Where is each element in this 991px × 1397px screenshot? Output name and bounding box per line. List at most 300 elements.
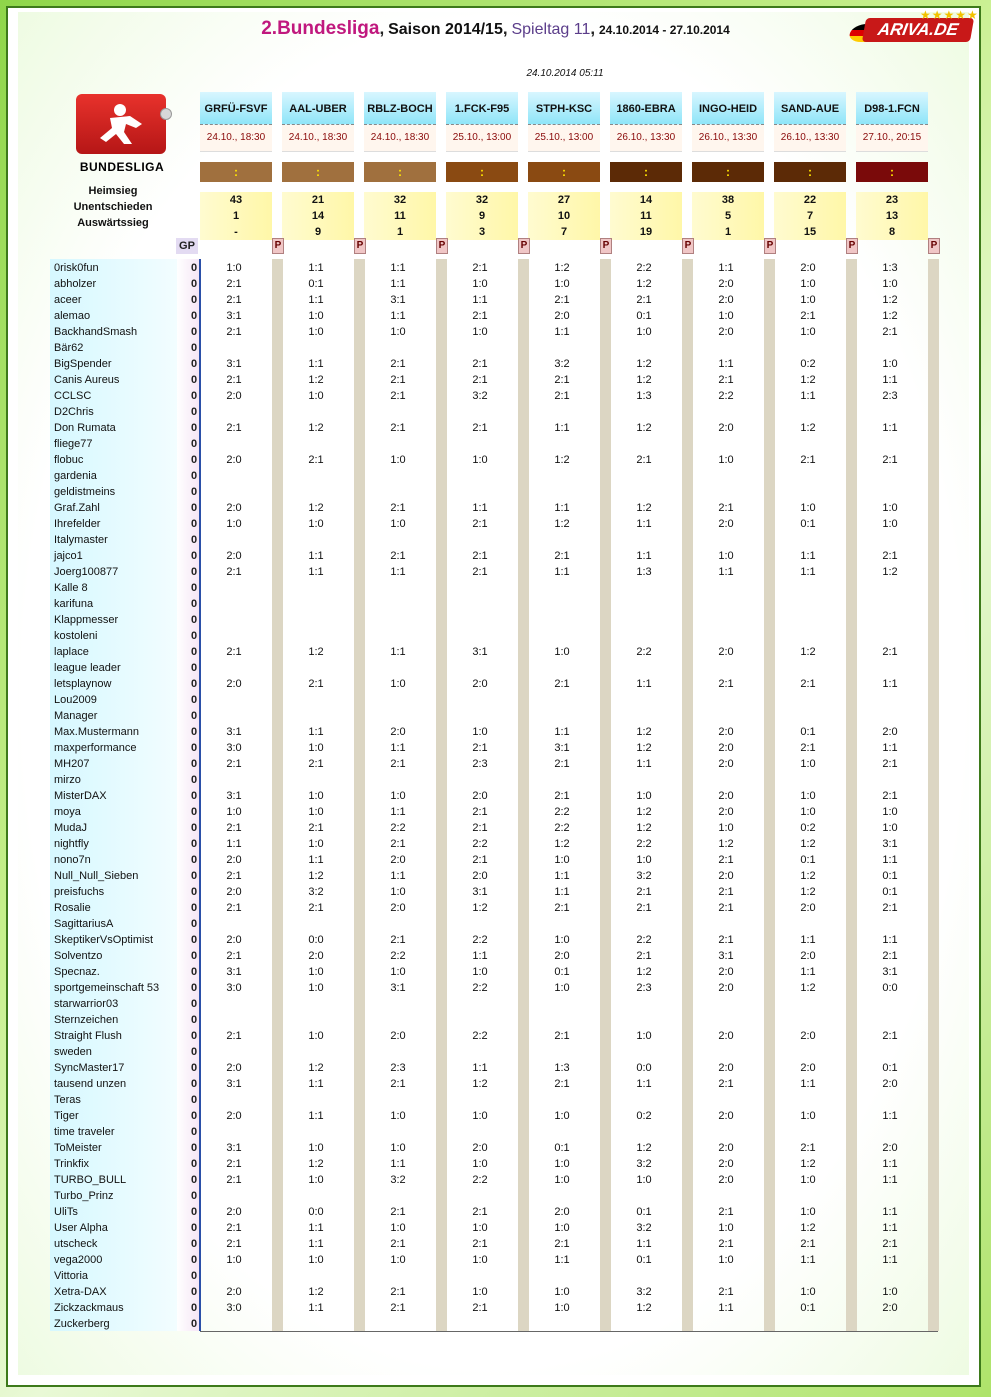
match-result: : <box>856 162 928 182</box>
prediction-cell: 1:1 <box>390 646 406 658</box>
table-row <box>50 596 940 612</box>
prediction-cell: 1:0 <box>800 1206 816 1218</box>
prediction-cell: 2:1 <box>554 758 570 770</box>
prediction-cell: 1:1 <box>226 838 242 850</box>
prediction-cell: 1:0 <box>800 1286 816 1298</box>
prediction-cell: 1:0 <box>308 806 324 818</box>
player-name[interactable]: Vittoria <box>54 1270 89 1282</box>
prediction-cell: 1:0 <box>882 518 898 530</box>
match-column <box>446 92 518 240</box>
stat-away: 19 <box>639 226 653 238</box>
prediction-cell: 1:0 <box>800 1174 816 1186</box>
prediction-cell: 1:0 <box>390 1142 406 1154</box>
player-gp: 0 <box>190 294 198 306</box>
prediction-cell: 1:2 <box>800 422 816 434</box>
prediction-cell: 3:1 <box>226 358 242 370</box>
prediction-cell: 0:1 <box>636 1254 652 1266</box>
prediction-cell: 1:1 <box>390 742 406 754</box>
prediction-cell: 1:2 <box>636 966 652 978</box>
prediction-cell: 1:0 <box>472 726 488 738</box>
prediction-cell: 1:0 <box>718 1222 734 1234</box>
prediction-cell: 2:0 <box>718 422 734 434</box>
player-name[interactable]: Manager <box>54 710 98 722</box>
player-name[interactable]: karifuna <box>54 598 94 610</box>
prediction-cell: 2:2 <box>636 262 652 274</box>
match-date: 25.10., 13:00 <box>528 125 600 152</box>
gp-header: GP <box>176 238 198 254</box>
player-name[interactable]: Lou2009 <box>54 694 97 706</box>
player-name[interactable]: Bär62 <box>54 342 84 354</box>
player-name[interactable]: alemao <box>54 310 91 322</box>
player-name[interactable]: Graf.Zahl <box>54 502 100 514</box>
prediction-cell: 2:1 <box>226 1174 242 1186</box>
prediction-cell: 2:1 <box>390 1078 406 1090</box>
stat-away: 3 <box>478 226 486 238</box>
points-tag: P <box>600 238 612 254</box>
prediction-cell: 2:1 <box>800 310 816 322</box>
table-row <box>50 548 940 564</box>
player-gp: 0 <box>190 518 198 530</box>
match-code[interactable]: 1860-EBRA <box>610 92 682 125</box>
match-result: : <box>774 162 846 182</box>
prediction-cell: 2:1 <box>554 374 570 386</box>
player-name[interactable]: starwarrior03 <box>54 998 119 1010</box>
match-stats <box>856 192 928 240</box>
prediction-cell: 2:1 <box>636 454 652 466</box>
prediction-cell: 1:1 <box>882 678 898 690</box>
prediction-cell: 2:0 <box>390 726 406 738</box>
prediction-cell: 2:2 <box>390 950 406 962</box>
player-name[interactable]: maxperformance <box>54 742 137 754</box>
player-name[interactable]: vega2000 <box>54 1254 103 1266</box>
prediction-cell: 1:2 <box>308 870 324 882</box>
prediction-cell: 2:0 <box>800 1062 816 1074</box>
prediction-cell: 0:2 <box>800 822 816 834</box>
player-name[interactable]: Rosalie <box>54 902 91 914</box>
prediction-cell: 1:0 <box>308 518 324 530</box>
player-name[interactable]: SkeptikerVsOptimist <box>54 934 154 946</box>
prediction-cell: 2:3 <box>636 982 652 994</box>
match-code[interactable]: 1.FCK-F95 <box>446 92 518 125</box>
table-row <box>50 1252 940 1268</box>
prediction-cell: 2:1 <box>226 822 242 834</box>
player-gp: 0 <box>190 1174 198 1186</box>
match-code[interactable]: RBLZ-BOCH <box>364 92 436 125</box>
player-name[interactable]: Solventzo <box>54 950 103 962</box>
player-name[interactable]: Turbo_Prinz <box>54 1190 114 1202</box>
prediction-cell: 2:0 <box>882 1142 898 1154</box>
table-row <box>50 500 940 516</box>
prediction-cell: 0:0 <box>636 1062 652 1074</box>
player-name[interactable]: ToMeister <box>54 1142 102 1154</box>
table-row <box>50 900 940 916</box>
player-gp: 0 <box>190 502 198 514</box>
match-column <box>856 92 928 240</box>
prediction-cell: 2:2 <box>554 822 570 834</box>
prediction-cell: 2:0 <box>718 646 734 658</box>
player-name[interactable]: D2Chris <box>54 406 94 418</box>
player-gp: 0 <box>190 998 198 1010</box>
prediction-cell: 1:1 <box>882 854 898 866</box>
match-code[interactable]: STPH-KSC <box>528 92 600 125</box>
prediction-cell: 1:2 <box>636 502 652 514</box>
prediction-cell: 1:2 <box>800 870 816 882</box>
points-tag: P <box>846 238 858 254</box>
player-name[interactable]: abholzer <box>54 278 97 290</box>
prediction-cell: 1:1 <box>636 518 652 530</box>
player-name[interactable]: MH207 <box>54 758 90 770</box>
prediction-cell: 2:1 <box>226 950 242 962</box>
player-name[interactable]: sportgemeinschaft 53 <box>54 982 160 994</box>
match-code[interactable]: D98-1.FCN <box>856 92 928 125</box>
player-name[interactable]: CCLSC <box>54 390 92 402</box>
prediction-cell: 1:0 <box>800 502 816 514</box>
table-row <box>50 420 940 436</box>
stat-away: 9 <box>314 226 322 238</box>
prediction-cell: 1:2 <box>800 1158 816 1170</box>
player-name[interactable]: MisterDAX <box>54 790 107 802</box>
player-gp: 0 <box>190 1302 198 1314</box>
match-code[interactable]: INGO-HEID <box>692 92 764 125</box>
prediction-cell: 2:1 <box>472 854 488 866</box>
stat-draw: 9 <box>478 210 486 222</box>
table-row <box>50 404 940 420</box>
prediction-cell: 2:1 <box>390 502 406 514</box>
stat-draw: 1 <box>232 210 240 222</box>
points-column <box>354 259 365 1331</box>
player-gp: 0 <box>190 678 198 690</box>
prediction-cell: 2:1 <box>226 902 242 914</box>
prediction-cell: 2:0 <box>472 1142 488 1154</box>
prediction-cell: 1:1 <box>308 550 324 562</box>
player-name[interactable]: Don Rumata <box>54 422 116 434</box>
match-stats <box>610 192 682 240</box>
prediction-cell: 1:1 <box>636 550 652 562</box>
prediction-cell: 2:1 <box>718 854 734 866</box>
prediction-cell: 2:1 <box>472 822 488 834</box>
points-column <box>682 259 693 1331</box>
prediction-cell: 1:1 <box>882 934 898 946</box>
player-gp: 0 <box>190 982 198 994</box>
ariva-logo[interactable] <box>850 8 979 44</box>
prediction-cell: 1:0 <box>800 294 816 306</box>
player-name[interactable]: Ihrefelder <box>54 518 101 530</box>
player-name[interactable]: Teras <box>54 1094 81 1106</box>
player-gp: 0 <box>190 630 198 642</box>
ariva-wordmark: ARIVA.DE <box>862 18 974 42</box>
prediction-cell: 2:1 <box>718 502 734 514</box>
prediction-cell: 1:0 <box>308 1174 324 1186</box>
prediction-cell: 2:1 <box>390 934 406 946</box>
prediction-cell: 2:1 <box>718 1238 734 1250</box>
player-name[interactable]: Trinkfix <box>54 1158 90 1170</box>
player-name[interactable]: Zuckerberg <box>54 1318 110 1330</box>
prediction-cell: 1:2 <box>308 1158 324 1170</box>
prediction-cell: 3:2 <box>472 390 488 402</box>
player-name[interactable]: Xetra-DAX <box>54 1286 107 1298</box>
player-name[interactable]: Straight Flush <box>54 1030 122 1042</box>
player-gp: 0 <box>190 662 198 674</box>
points-column <box>518 259 529 1331</box>
player-name[interactable]: TURBO_BULL <box>54 1174 127 1186</box>
prediction-cell: 2:1 <box>390 358 406 370</box>
prediction-cell: 2:1 <box>308 758 324 770</box>
prediction-cell: 1:3 <box>882 262 898 274</box>
prediction-cell: 0:1 <box>554 1142 570 1154</box>
prediction-cell: 2:0 <box>882 726 898 738</box>
player-name[interactable]: Canis Aureus <box>54 374 120 386</box>
table-row <box>50 260 940 276</box>
player-name[interactable]: UliTs <box>54 1206 78 1218</box>
player-gp: 0 <box>190 1062 198 1074</box>
prediction-cell: 2:1 <box>390 550 406 562</box>
prediction-cell: 2:1 <box>882 454 898 466</box>
prediction-cell: 2:1 <box>226 278 242 290</box>
player-name[interactable]: nightfly <box>54 838 89 850</box>
match-code[interactable]: SAND-AUE <box>774 92 846 125</box>
prediction-cell: 2:0 <box>226 934 242 946</box>
prediction-cell: 1:1 <box>800 566 816 578</box>
player-name[interactable]: tausend unzen <box>54 1078 127 1090</box>
prediction-cell: 1:1 <box>636 1238 652 1250</box>
points-column <box>436 259 447 1331</box>
table-row <box>50 772 940 788</box>
player-gp: 0 <box>190 934 198 946</box>
prediction-cell: 2:1 <box>554 902 570 914</box>
player-name[interactable]: Kalle 8 <box>54 582 88 594</box>
prediction-cell: 1:3 <box>554 1062 570 1074</box>
player-gp: 0 <box>190 486 198 498</box>
prediction-cell: 3:1 <box>390 982 406 994</box>
player-gp: 0 <box>190 342 198 354</box>
prediction-cell: 2:1 <box>472 1302 488 1314</box>
player-name[interactable]: league leader <box>54 662 121 674</box>
prediction-cell: 0:1 <box>800 854 816 866</box>
table-row <box>50 676 940 692</box>
prediction-cell: 1:1 <box>882 1206 898 1218</box>
player-gp: 0 <box>190 438 198 450</box>
prediction-cell: 2:0 <box>718 726 734 738</box>
stat-home: 32 <box>475 194 489 206</box>
prediction-cell: 1:1 <box>472 950 488 962</box>
prediction-cell: 1:0 <box>390 1254 406 1266</box>
points-column <box>928 259 939 1331</box>
prediction-cell: 2:1 <box>472 310 488 322</box>
prediction-cell: 2:1 <box>390 1286 406 1298</box>
stat-home: 27 <box>557 194 571 206</box>
player-name[interactable]: BigSpender <box>54 358 112 370</box>
prediction-cell: 2:0 <box>718 966 734 978</box>
prediction-cell: 1:0 <box>718 550 734 562</box>
prediction-cell: 2:0 <box>718 1110 734 1122</box>
prediction-cell: 3:1 <box>882 966 898 978</box>
stat-home: 21 <box>311 194 325 206</box>
player-name[interactable]: Null_Null_Sieben <box>54 870 139 882</box>
prediction-cell: 2:1 <box>882 950 898 962</box>
table-row <box>50 1268 940 1284</box>
match-code[interactable]: AAL-UBER <box>282 92 354 125</box>
player-name[interactable]: Zickzackmaus <box>54 1302 124 1314</box>
prediction-cell: 2:0 <box>718 806 734 818</box>
prediction-cell: 0:0 <box>308 1206 324 1218</box>
prediction-cell: 1:2 <box>636 374 652 386</box>
prediction-cell: 1:1 <box>308 262 324 274</box>
prediction-cell: 0:1 <box>882 1062 898 1074</box>
player-name[interactable]: MudaJ <box>54 822 88 834</box>
player-name[interactable]: mirzo <box>54 774 81 786</box>
match-date: 24.10., 18:30 <box>200 125 272 152</box>
player-name[interactable]: aceer <box>54 294 82 306</box>
prediction-cell: 2:2 <box>636 646 652 658</box>
prediction-cell: 1:2 <box>636 1142 652 1154</box>
prediction-cell: 1:1 <box>882 1254 898 1266</box>
player-name[interactable]: sweden <box>54 1046 92 1058</box>
prediction-cell: 2:0 <box>226 1206 242 1218</box>
player-name[interactable]: BackhandSmash <box>54 326 138 338</box>
prediction-cell: 3:1 <box>718 950 734 962</box>
prediction-cell: 1:2 <box>636 822 652 834</box>
table-row <box>50 1092 940 1108</box>
prediction-cell: 1:0 <box>636 1030 652 1042</box>
prediction-cell: 1:1 <box>882 1174 898 1186</box>
prediction-cell: 1:0 <box>472 1286 488 1298</box>
match-result: : <box>282 162 354 182</box>
table-row <box>50 644 940 660</box>
stat-label-home: Heimsieg <box>88 185 138 197</box>
stat-away: 1 <box>724 226 732 238</box>
player-name[interactable]: utscheck <box>54 1238 98 1250</box>
prediction-cell: 3:1 <box>226 966 242 978</box>
prediction-cell: 2:1 <box>882 326 898 338</box>
prediction-cell: 1:0 <box>554 1302 570 1314</box>
player-gp: 0 <box>190 742 198 754</box>
stat-draw: 13 <box>885 210 899 222</box>
points-tag: P <box>518 238 530 254</box>
prediction-cell: 1:0 <box>554 1222 570 1234</box>
date-range: 24.10.2014 - 27.10.2014 <box>598 23 730 37</box>
prediction-cell: 1:1 <box>308 854 324 866</box>
prediction-cell: 1:1 <box>308 358 324 370</box>
player-name[interactable]: moya <box>54 806 81 818</box>
match-stats <box>200 192 272 240</box>
match-date: 25.10., 13:00 <box>446 125 518 152</box>
stat-home: 22 <box>803 194 817 206</box>
stat-away: 1 <box>396 226 404 238</box>
player-gp: 0 <box>190 1030 198 1042</box>
table-row <box>50 980 940 996</box>
player-name[interactable]: SagittariusA <box>54 918 114 930</box>
player-name[interactable]: Italymaster <box>54 534 108 546</box>
table-row <box>50 532 940 548</box>
table-row <box>50 468 940 484</box>
player-name[interactable]: kostoleni <box>54 630 98 642</box>
player-name[interactable]: fliege77 <box>54 438 93 450</box>
prediction-cell: 3:1 <box>882 838 898 850</box>
prediction-cell: 2:1 <box>390 758 406 770</box>
prediction-cell: 2:0 <box>718 1030 734 1042</box>
prediction-cell: 1:0 <box>636 326 652 338</box>
prediction-cell: 2:0 <box>554 950 570 962</box>
prediction-cell: 2:1 <box>882 1238 898 1250</box>
table-row <box>50 708 940 724</box>
player-name[interactable]: gardenia <box>54 470 97 482</box>
table-row <box>50 1076 940 1092</box>
prediction-cell: 2:1 <box>308 822 324 834</box>
player-name[interactable]: jajco1 <box>54 550 83 562</box>
player-name[interactable]: preisfuchs <box>54 886 105 898</box>
table-row <box>50 788 940 804</box>
player-name[interactable]: 0risk0fun <box>54 262 99 274</box>
match-date: 27.10., 20:15 <box>856 125 928 152</box>
prediction-cell: 1:1 <box>554 870 570 882</box>
prediction-cell: 1:0 <box>718 454 734 466</box>
prediction-cell: 1:2 <box>472 902 488 914</box>
prediction-cell: 1:3 <box>636 390 652 402</box>
stat-draw: 11 <box>394 210 406 222</box>
prediction-cell: 3:2 <box>308 886 324 898</box>
player-gp: 0 <box>190 1046 198 1058</box>
player-name[interactable]: nono7n <box>54 854 91 866</box>
match-column <box>364 92 436 240</box>
table-row <box>50 324 940 340</box>
player-name[interactable]: flobuc <box>54 454 84 466</box>
prediction-cell: 2:1 <box>308 454 324 466</box>
player-name[interactable]: SyncMaster17 <box>54 1062 125 1074</box>
prediction-cell: 2:1 <box>718 678 734 690</box>
prediction-cell: 2:1 <box>800 1142 816 1154</box>
prediction-cell: 1:0 <box>390 326 406 338</box>
prediction-cell: 1:2 <box>800 1222 816 1234</box>
player-name[interactable]: Specnaz. <box>54 966 100 978</box>
table-row <box>50 1188 940 1204</box>
player-name[interactable]: letsplaynow <box>54 678 112 690</box>
prediction-cell: 2:1 <box>226 646 242 658</box>
player-name[interactable]: Tiger <box>54 1110 79 1122</box>
player-name[interactable]: Joerg100877 <box>54 566 119 578</box>
prediction-cell: 1:1 <box>882 742 898 754</box>
points-tag: P <box>682 238 694 254</box>
table-row <box>50 660 940 676</box>
player-gp: 0 <box>190 1270 198 1282</box>
prediction-cell: 1:1 <box>308 1302 324 1314</box>
match-result: : <box>692 162 764 182</box>
prediction-cell: 3:1 <box>226 790 242 802</box>
prediction-cell: 1:1 <box>308 1078 324 1090</box>
prediction-cell: 2:1 <box>718 1206 734 1218</box>
player-name[interactable]: geldistmeins <box>54 486 116 498</box>
player-name[interactable]: Sternzeichen <box>54 1014 119 1026</box>
prediction-cell: 2:0 <box>226 886 242 898</box>
prediction-cell: 2:0 <box>718 326 734 338</box>
prediction-cell: 2:0 <box>800 262 816 274</box>
stat-label-draw: Unentschieden <box>73 201 153 213</box>
player-name[interactable]: User Alpha <box>54 1222 108 1234</box>
player-name[interactable]: time traveler <box>54 1126 115 1138</box>
prediction-cell: 1:0 <box>308 390 324 402</box>
match-code[interactable]: GRFÜ-FSVF <box>200 92 272 125</box>
player-name[interactable]: Klappmesser <box>54 614 119 626</box>
prediction-cell: 1:0 <box>308 838 324 850</box>
prediction-cell: 1:1 <box>554 566 570 578</box>
prediction-cell: 1:2 <box>882 566 898 578</box>
prediction-cell: 1:1 <box>800 550 816 562</box>
table-row <box>50 820 940 836</box>
player-gp: 0 <box>190 806 198 818</box>
prediction-cell: 1:0 <box>226 262 242 274</box>
player-name[interactable]: laplace <box>54 646 89 658</box>
player-name[interactable]: Max.Mustermann <box>54 726 139 738</box>
prediction-cell: 3:2 <box>554 358 570 370</box>
